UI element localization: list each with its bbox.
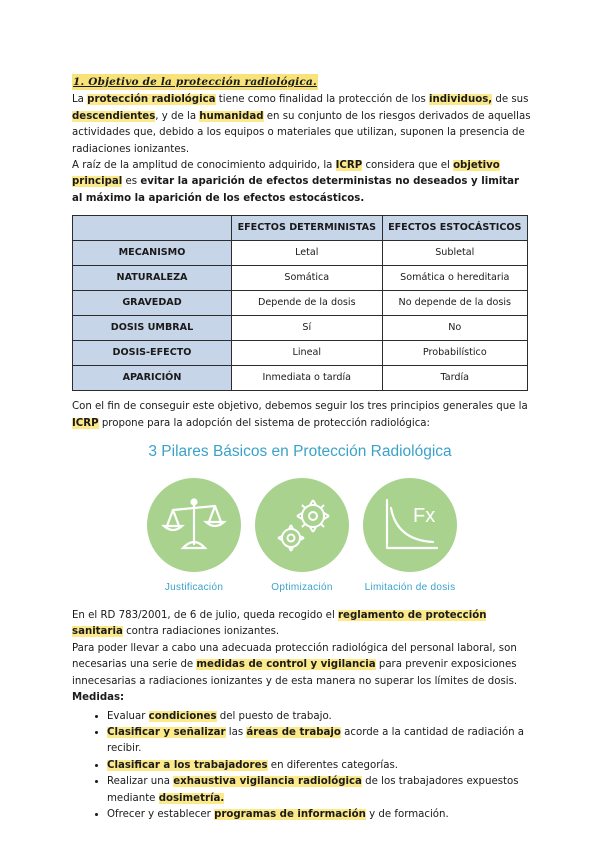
document-page	[72, 74, 532, 823]
regulation-paragraph: En el RD 783/2001, de 6 de julio, queda recogido el reglamento de protección sanitaria contra radiaciones ionizantes.	[72, 610, 487, 638]
table-row-header: DOSIS-EFECTO	[73, 341, 232, 366]
table-cell: Letal	[232, 241, 383, 266]
section-heading: 1. Objetivo de la protección radiológica.	[72, 74, 318, 90]
list-item: • Realizar una exhaustiva vigilancia radiológica de los trabajadores expuestos mediante dosimetría.	[107, 774, 532, 807]
table-row-header: MECANISMO	[73, 241, 232, 266]
table-header-cell: EFECTOS DETERMINISTAS	[232, 216, 383, 241]
control-paragraph: Para poder llevar a cabo una adecuada protección radiológica del personal laboral, son necesarias una serie de medidas de control y vigilancia para prevenir exposiciones innecesarias a radiaciones ionizantes y de esta manera no superar los límites de dosis.	[72, 642, 518, 687]
table-cell: No depende de la dosis	[382, 291, 527, 316]
pillar-dose-limitation	[358, 478, 462, 596]
table-header-row	[73, 216, 528, 241]
table-header-cell: EFECTOS ESTOCÁSTICOS	[382, 216, 527, 241]
list-item: • Clasificar y señalizar las áreas de trabajo acorde a la cantidad de radiación a recibir.	[107, 725, 532, 758]
fx-label: Fx	[413, 505, 436, 528]
table-cell: Tardía	[382, 366, 527, 391]
table-row	[73, 241, 528, 266]
measures-list	[72, 709, 532, 824]
list-item: • Evaluar condiciones del puesto de trabajo.	[107, 709, 532, 725]
pillar-optimization	[250, 478, 354, 596]
balance-scale-icon	[147, 478, 241, 572]
pillar-justification	[142, 478, 246, 596]
table-cell: Probabilístico	[382, 341, 527, 366]
table-cell: Depende de la dosis	[232, 291, 383, 316]
pillar-label: Optimización	[271, 582, 333, 594]
table-row-header: GRAVEDAD	[73, 291, 232, 316]
pillar-circle	[147, 478, 241, 572]
effects-comparison-table	[72, 215, 528, 391]
intro-paragraph: La protección radiológica tiene como finalidad la protección de los individuos, de sus descendientes, y de la humanidad en su conjunto de los riesgos derivados de aquellas actividades que, debido a los equipos o materiales que utilizan, suponen la presencia de radiaciones ionizantes.	[72, 94, 531, 155]
table-cell: Subletal	[382, 241, 527, 266]
table-row	[73, 316, 528, 341]
gears-icon	[255, 478, 349, 572]
table-row-header: DOSIS UMBRAL	[73, 316, 232, 341]
function-graph-icon	[363, 478, 457, 572]
table-cell: No	[382, 316, 527, 341]
table-cell: Inmediata o tardía	[232, 366, 383, 391]
table-cell: Lineal	[232, 341, 383, 366]
pillar-circle	[363, 478, 457, 572]
pillar-label: Justificación	[164, 582, 224, 594]
table-cell: Somática o hereditaria	[382, 266, 527, 291]
pillars-figure	[72, 436, 532, 608]
table-cell: Somática	[232, 266, 383, 291]
objective-paragraph: A raíz de la amplitud de conocimiento adquirido, la ICRP considera que el objetivo principal es evitar la aparición de efectos deterministas no deseados y limitar al máximo la aparición de los efectos estocásticos.	[72, 160, 520, 204]
list-item: • Ofrecer y establecer programas de información y de formación.	[107, 807, 532, 823]
table-row-header: APARICIÓN	[73, 366, 232, 391]
table-row-header: NATURALEZA	[73, 266, 232, 291]
measures-title: Medidas:	[72, 692, 125, 704]
pillar-circle	[255, 478, 349, 572]
table-cell: Sí	[232, 316, 383, 341]
table-row	[73, 266, 528, 291]
table-row	[73, 291, 528, 316]
table-header-cell	[73, 216, 232, 241]
table-row	[73, 366, 528, 391]
pillars-title: 3 Pilares Básicos en Protección Radiológica	[148, 443, 452, 461]
list-item: • Clasificar a los trabajadores en diferentes categorías.	[107, 758, 532, 774]
principles-paragraph: Con el fin de conseguir este objetivo, debemos seguir los tres principios generales que la ICRP propone para la adopción del sistema de protección radiológica:	[72, 401, 528, 429]
table-row	[73, 341, 528, 366]
pillar-label: Limitación de dosis	[364, 582, 456, 594]
